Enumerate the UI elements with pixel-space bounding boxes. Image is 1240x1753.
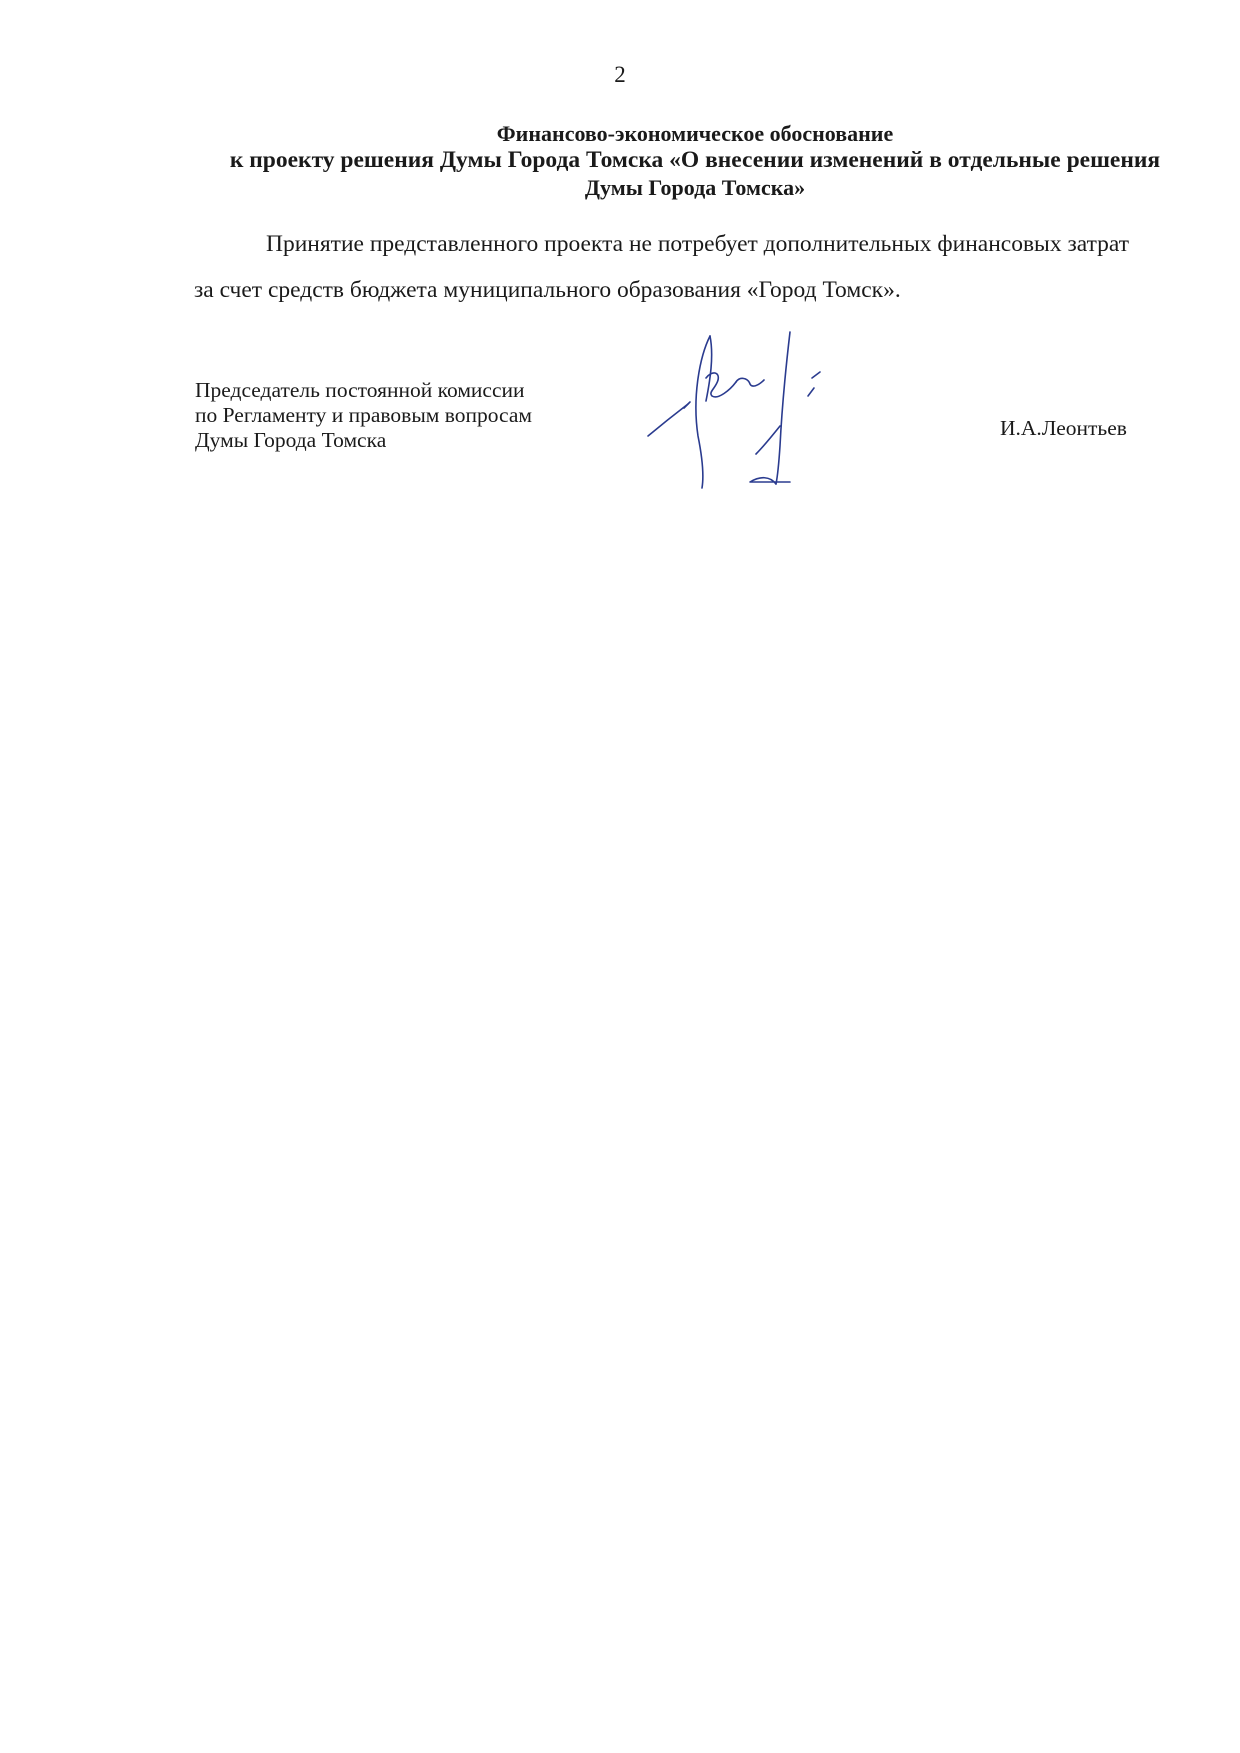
page-number: 2 bbox=[614, 62, 626, 87]
handwritten-signature bbox=[640, 326, 860, 496]
signatory-position-line-3: Думы Города Томска bbox=[195, 428, 387, 452]
signatory-position-line-1: Председатель постоянной комиссии bbox=[195, 378, 525, 402]
title-line-1: Финансово-экономическое обоснование bbox=[496, 121, 894, 146]
body-paragraph-line-2: за счет средств бюджета муниципального образования «Город Томск». bbox=[194, 277, 901, 303]
signer-name: И.А.Леонтьев bbox=[1000, 416, 1127, 440]
document-title bbox=[150, 120, 1240, 201]
signatory-position-line-2: по Регламенту и правовым вопросам bbox=[195, 403, 532, 427]
body-paragraph-line-1: Принятие представленного проекта не потребует дополнительных финансовых затрат bbox=[266, 231, 1129, 257]
signatory-position bbox=[195, 378, 532, 453]
title-line-3: Думы Города Томска» bbox=[584, 175, 806, 200]
title-line-2: к проекту решения Думы Города Томска «О внесении изменений в отдельные решения bbox=[229, 147, 1161, 173]
